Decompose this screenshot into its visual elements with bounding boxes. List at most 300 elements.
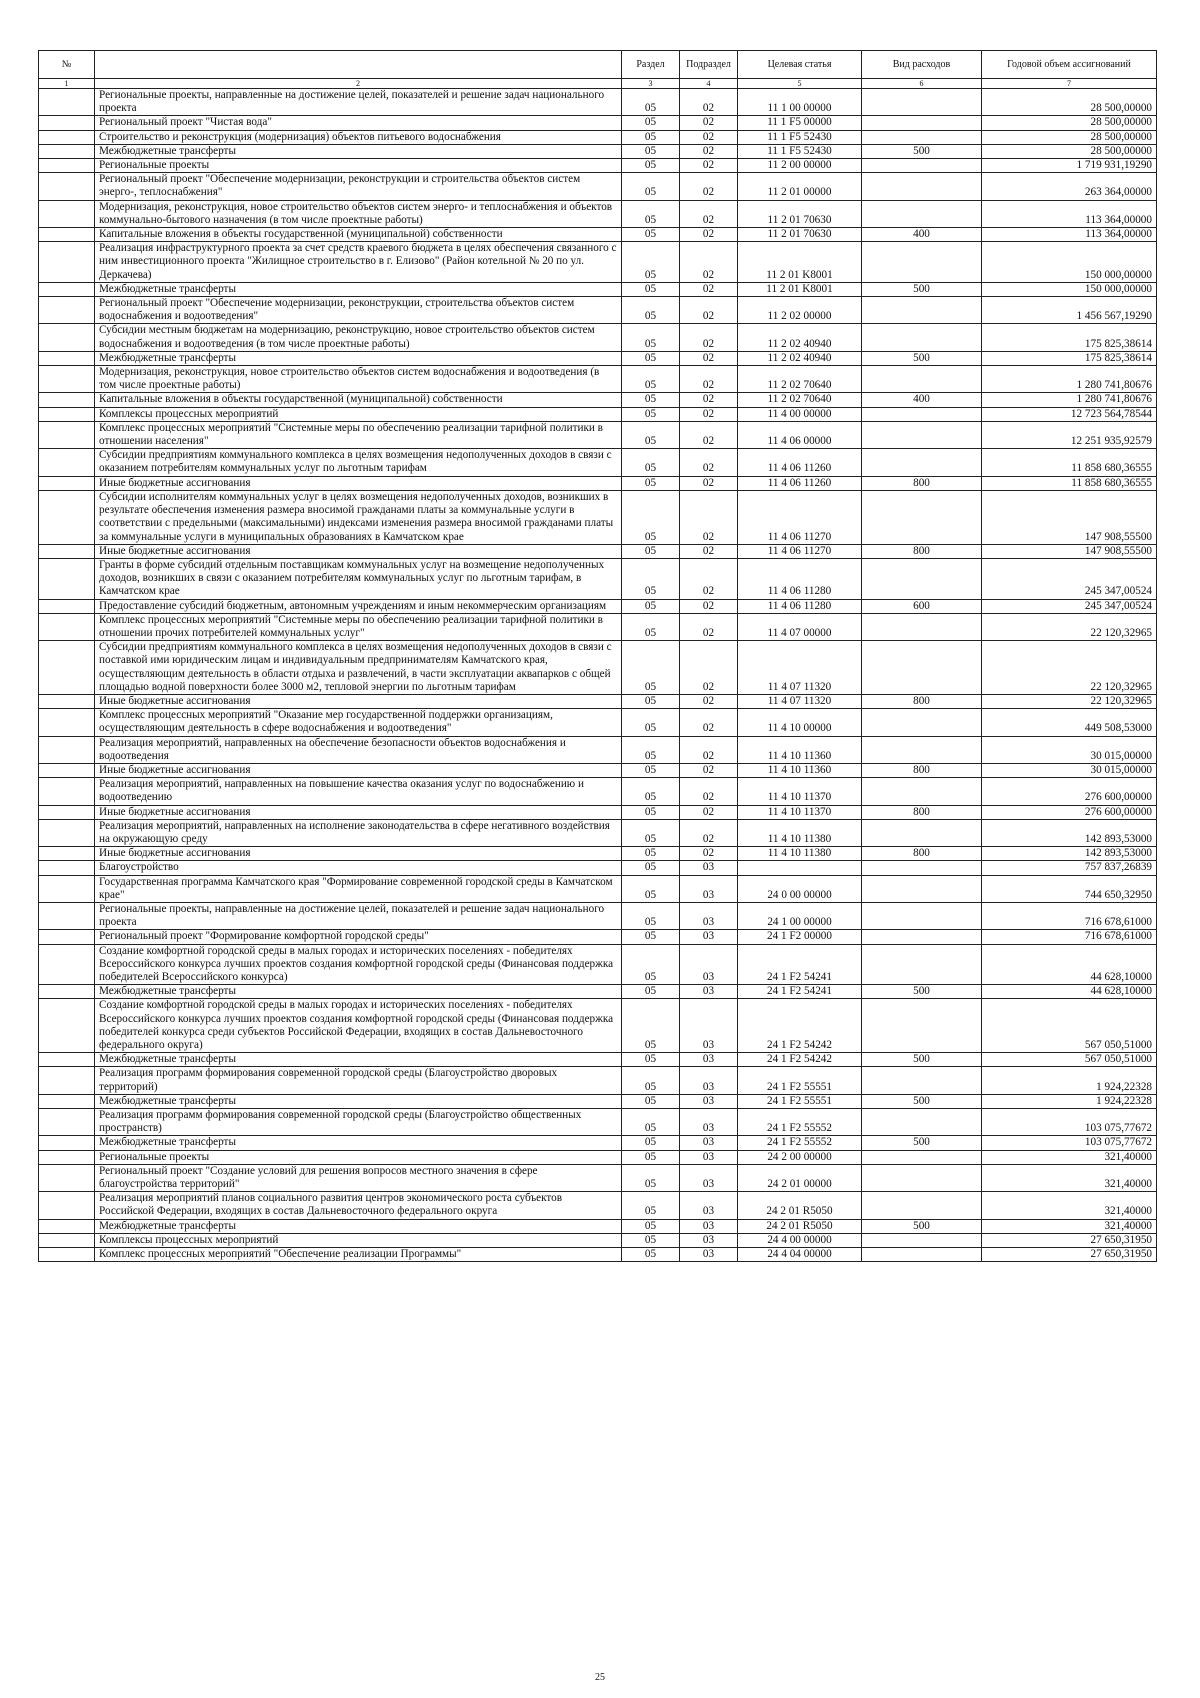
row-number-cell bbox=[39, 875, 95, 902]
row-subsection-cell: 02 bbox=[680, 476, 738, 490]
row-subsection-cell: 02 bbox=[680, 116, 738, 130]
row-amount-cell: 142 893,53000 bbox=[982, 847, 1157, 861]
row-amount-cell: 1 924,22328 bbox=[982, 1094, 1157, 1108]
row-target-cell: 11 4 07 00000 bbox=[738, 613, 862, 640]
row-name-cell: Межбюджетные трансферты bbox=[95, 351, 622, 365]
row-subsection-cell: 02 bbox=[680, 599, 738, 613]
table-row bbox=[39, 324, 1157, 351]
row-amount-cell: 175 825,38614 bbox=[982, 351, 1157, 365]
row-number-cell bbox=[39, 861, 95, 875]
row-expense-type-cell bbox=[862, 613, 982, 640]
table-row bbox=[39, 144, 1157, 158]
row-name-cell: Комплекс процессных мероприятий "Системные меры по обеспечению реализации тарифной политики в отношении населения" bbox=[95, 421, 622, 448]
row-section-cell: 05 bbox=[622, 366, 680, 393]
table-row bbox=[39, 449, 1157, 476]
row-subsection-cell: 02 bbox=[680, 709, 738, 736]
table-row bbox=[39, 282, 1157, 296]
row-number-cell bbox=[39, 902, 95, 929]
row-number-cell bbox=[39, 282, 95, 296]
table-row bbox=[39, 242, 1157, 283]
row-name-cell: Комплексы процессных мероприятий bbox=[95, 407, 622, 421]
row-target-cell: 11 4 10 11360 bbox=[738, 736, 862, 763]
row-section-cell: 05 bbox=[622, 1067, 680, 1094]
row-number-cell bbox=[39, 694, 95, 708]
row-target-cell: 24 1 00 00000 bbox=[738, 902, 862, 929]
row-section-cell: 05 bbox=[622, 393, 680, 407]
row-section-cell: 05 bbox=[622, 159, 680, 173]
table-row bbox=[39, 407, 1157, 421]
row-target-cell: 11 4 06 11260 bbox=[738, 476, 862, 490]
row-target-cell: 11 4 10 00000 bbox=[738, 709, 862, 736]
row-expense-type-cell: 400 bbox=[862, 228, 982, 242]
row-target-cell: 24 2 00 00000 bbox=[738, 1150, 862, 1164]
row-subsection-cell: 02 bbox=[680, 324, 738, 351]
row-name-cell: Межбюджетные трансферты bbox=[95, 144, 622, 158]
row-section-cell: 05 bbox=[622, 902, 680, 929]
table-row bbox=[39, 1219, 1157, 1233]
table-row bbox=[39, 200, 1157, 227]
row-name-cell: Модернизация, реконструкция, новое строительство объектов систем энерго- и теплоснабжения и объектов коммунально-бытового назначения (в том числе проектные работы) bbox=[95, 200, 622, 227]
row-subsection-cell: 03 bbox=[680, 1136, 738, 1150]
row-section-cell: 05 bbox=[622, 613, 680, 640]
row-expense-type-cell: 500 bbox=[862, 1053, 982, 1067]
row-target-cell: 11 2 01 70630 bbox=[738, 228, 862, 242]
row-number-cell bbox=[39, 1219, 95, 1233]
row-name-cell: Реализация программ формирования современной городской среды (Благоустройство дворовых территорий) bbox=[95, 1067, 622, 1094]
row-name-cell: Модернизация, реконструкция, новое строительство объектов систем водоснабжения и водоотведения (в том числе проектные работы) bbox=[95, 366, 622, 393]
row-amount-cell: 321,40000 bbox=[982, 1164, 1157, 1191]
row-name-cell: Межбюджетные трансферты bbox=[95, 1094, 622, 1108]
row-expense-type-cell bbox=[862, 407, 982, 421]
row-section-cell: 05 bbox=[622, 200, 680, 227]
row-amount-cell: 12 723 564,78544 bbox=[982, 407, 1157, 421]
table-row bbox=[39, 366, 1157, 393]
row-subsection-cell: 03 bbox=[680, 1233, 738, 1247]
row-target-cell: 11 4 10 11380 bbox=[738, 819, 862, 846]
row-name-cell: Реализация мероприятий, направленных на повышение качества оказания услуг по водоснабжению и водоотведению bbox=[95, 778, 622, 805]
row-number-cell bbox=[39, 89, 95, 116]
row-number-cell bbox=[39, 1067, 95, 1094]
row-name-cell: Региональные проекты bbox=[95, 1150, 622, 1164]
row-target-cell: 11 4 06 00000 bbox=[738, 421, 862, 448]
row-name-cell: Капитальные вложения в объекты государственной (муниципальной) собственности bbox=[95, 228, 622, 242]
row-amount-cell: 321,40000 bbox=[982, 1192, 1157, 1219]
row-target-cell: 24 1 F2 54242 bbox=[738, 999, 862, 1053]
table-row bbox=[39, 613, 1157, 640]
row-expense-type-cell: 800 bbox=[862, 805, 982, 819]
row-number-cell bbox=[39, 1053, 95, 1067]
row-expense-type-cell bbox=[862, 875, 982, 902]
row-number-cell bbox=[39, 476, 95, 490]
row-subsection-cell: 02 bbox=[680, 449, 738, 476]
row-amount-cell: 321,40000 bbox=[982, 1219, 1157, 1233]
row-target-cell: 24 4 00 00000 bbox=[738, 1233, 862, 1247]
row-subsection-cell: 03 bbox=[680, 1150, 738, 1164]
row-expense-type-cell: 800 bbox=[862, 476, 982, 490]
row-number-cell bbox=[39, 1233, 95, 1247]
row-section-cell: 05 bbox=[622, 324, 680, 351]
table-row bbox=[39, 875, 1157, 902]
row-name-cell: Межбюджетные трансферты bbox=[95, 985, 622, 999]
row-target-cell: 11 1 00 00000 bbox=[738, 89, 862, 116]
table-row bbox=[39, 778, 1157, 805]
row-number-cell bbox=[39, 366, 95, 393]
row-target-cell: 11 4 10 11380 bbox=[738, 847, 862, 861]
row-subsection-cell: 02 bbox=[680, 694, 738, 708]
table-row bbox=[39, 393, 1157, 407]
table-row bbox=[39, 819, 1157, 846]
column-number: 5 bbox=[738, 79, 862, 89]
row-name-cell: Государственная программа Камчатского края "Формирование современной городской среды в Камчатском крае" bbox=[95, 875, 622, 902]
row-expense-type-cell: 500 bbox=[862, 985, 982, 999]
row-amount-cell: 716 678,61000 bbox=[982, 902, 1157, 929]
budget-sheet bbox=[38, 50, 1156, 1262]
row-subsection-cell: 03 bbox=[680, 902, 738, 929]
row-amount-cell: 44 628,10000 bbox=[982, 944, 1157, 985]
row-section-cell: 05 bbox=[622, 558, 680, 599]
column-number: 7 bbox=[982, 79, 1157, 89]
row-name-cell: Реализация инфраструктурного проекта за счет средств краевого бюджета в целях обеспечения связанного с ним инвестиционного проекта "Жилищное строительство в г. Елизово" (Район котельной № 20 по ул. Деркачева) bbox=[95, 242, 622, 283]
row-target-cell: 11 4 10 11360 bbox=[738, 763, 862, 777]
row-section-cell: 05 bbox=[622, 116, 680, 130]
row-number-cell bbox=[39, 242, 95, 283]
row-name-cell: Реализация мероприятий, направленных на исполнение законодательства в сфере негативного воздействия на окружающую среду bbox=[95, 819, 622, 846]
row-name-cell: Реализация мероприятий, направленных на обеспечение безопасности объектов водоснабжения и водоотведения bbox=[95, 736, 622, 763]
row-amount-cell: 11 858 680,36555 bbox=[982, 476, 1157, 490]
row-name-cell: Субсидии местным бюджетам на модернизацию, реконструкцию, новое строительство объектов систем водоснабжения и водоотведения (в том числе проектные работы) bbox=[95, 324, 622, 351]
row-expense-type-cell bbox=[862, 999, 982, 1053]
row-section-cell: 05 bbox=[622, 1248, 680, 1262]
row-number-cell bbox=[39, 736, 95, 763]
row-name-cell: Иные бюджетные ассигнования bbox=[95, 544, 622, 558]
row-number-cell bbox=[39, 407, 95, 421]
row-expense-type-cell bbox=[862, 709, 982, 736]
row-section-cell: 05 bbox=[622, 144, 680, 158]
row-target-cell: 11 2 01 00000 bbox=[738, 173, 862, 200]
row-section-cell: 05 bbox=[622, 173, 680, 200]
row-number-cell bbox=[39, 819, 95, 846]
row-number-cell bbox=[39, 985, 95, 999]
row-target-cell: 11 2 02 40940 bbox=[738, 351, 862, 365]
row-name-cell: Субсидии предприятиям коммунального комплекса в целях возмещения недополученных доходов в связи с поставкой ими юридическим лицам и индивидуальным предпринимателям Камчатского края, осуществляющим деятельность в области отдыха и развлечений, в части эксплуатации аквапарков с общей площадью водной поверхности более 3000 м2, тепловой энергии по льготным тарифам bbox=[95, 641, 622, 695]
row-amount-cell: 716 678,61000 bbox=[982, 930, 1157, 944]
row-number-cell bbox=[39, 613, 95, 640]
table-body bbox=[39, 89, 1157, 1262]
header-name bbox=[95, 51, 622, 79]
row-number-cell bbox=[39, 393, 95, 407]
row-subsection-cell: 03 bbox=[680, 875, 738, 902]
row-section-cell: 05 bbox=[622, 1053, 680, 1067]
row-amount-cell: 276 600,00000 bbox=[982, 805, 1157, 819]
table-row bbox=[39, 902, 1157, 929]
row-expense-type-cell bbox=[862, 1164, 982, 1191]
row-subsection-cell: 03 bbox=[680, 930, 738, 944]
row-subsection-cell: 03 bbox=[680, 1109, 738, 1136]
table-row bbox=[39, 694, 1157, 708]
row-amount-cell: 245 347,00524 bbox=[982, 558, 1157, 599]
row-number-cell bbox=[39, 641, 95, 695]
row-subsection-cell: 02 bbox=[680, 89, 738, 116]
row-section-cell: 05 bbox=[622, 875, 680, 902]
column-number: 3 bbox=[622, 79, 680, 89]
row-expense-type-cell: 500 bbox=[862, 1219, 982, 1233]
row-name-cell: Региональные проекты, направленные на достижение целей, показателей и решение задач национального проекта bbox=[95, 89, 622, 116]
row-section-cell: 05 bbox=[622, 228, 680, 242]
row-section-cell: 05 bbox=[622, 1136, 680, 1150]
row-target-cell bbox=[738, 861, 862, 875]
row-subsection-cell: 02 bbox=[680, 819, 738, 846]
row-amount-cell: 757 837,26839 bbox=[982, 861, 1157, 875]
row-amount-cell: 11 858 680,36555 bbox=[982, 449, 1157, 476]
row-target-cell: 24 0 00 00000 bbox=[738, 875, 862, 902]
row-amount-cell: 12 251 935,92579 bbox=[982, 421, 1157, 448]
row-target-cell: 24 1 F2 55552 bbox=[738, 1136, 862, 1150]
row-amount-cell: 1 456 567,19290 bbox=[982, 297, 1157, 324]
row-subsection-cell: 02 bbox=[680, 228, 738, 242]
row-amount-cell: 28 500,00000 bbox=[982, 130, 1157, 144]
row-amount-cell: 321,40000 bbox=[982, 1150, 1157, 1164]
row-target-cell: 11 2 02 70640 bbox=[738, 366, 862, 393]
row-expense-type-cell bbox=[862, 159, 982, 173]
row-number-cell bbox=[39, 999, 95, 1053]
row-subsection-cell: 02 bbox=[680, 736, 738, 763]
row-number-cell bbox=[39, 159, 95, 173]
row-target-cell: 11 4 07 11320 bbox=[738, 641, 862, 695]
row-target-cell: 11 2 02 00000 bbox=[738, 297, 862, 324]
row-expense-type-cell: 500 bbox=[862, 351, 982, 365]
row-expense-type-cell bbox=[862, 736, 982, 763]
row-target-cell: 11 4 06 11270 bbox=[738, 490, 862, 544]
row-amount-cell: 113 364,00000 bbox=[982, 228, 1157, 242]
row-section-cell: 05 bbox=[622, 1164, 680, 1191]
row-number-cell bbox=[39, 544, 95, 558]
row-subsection-cell: 02 bbox=[680, 778, 738, 805]
row-section-cell: 05 bbox=[622, 351, 680, 365]
row-amount-cell: 744 650,32950 bbox=[982, 875, 1157, 902]
row-section-cell: 05 bbox=[622, 1109, 680, 1136]
row-amount-cell: 150 000,00000 bbox=[982, 282, 1157, 296]
row-number-cell bbox=[39, 130, 95, 144]
row-amount-cell: 567 050,51000 bbox=[982, 999, 1157, 1053]
row-subsection-cell: 03 bbox=[680, 1094, 738, 1108]
row-section-cell: 05 bbox=[622, 1233, 680, 1247]
row-expense-type-cell: 400 bbox=[862, 393, 982, 407]
row-expense-type-cell bbox=[862, 641, 982, 695]
budget-table bbox=[38, 50, 1157, 1262]
row-number-cell bbox=[39, 228, 95, 242]
row-section-cell: 05 bbox=[622, 476, 680, 490]
header-annual: Годовой объем ассигнований bbox=[982, 51, 1157, 79]
row-subsection-cell: 02 bbox=[680, 805, 738, 819]
page-number: 25 bbox=[595, 1672, 605, 1683]
header-section: Раздел bbox=[622, 51, 680, 79]
table-row bbox=[39, 930, 1157, 944]
row-expense-type-cell bbox=[862, 930, 982, 944]
row-number-cell bbox=[39, 1109, 95, 1136]
table-row bbox=[39, 736, 1157, 763]
row-target-cell: 24 2 01 R5050 bbox=[738, 1192, 862, 1219]
row-amount-cell: 1 719 931,19290 bbox=[982, 159, 1157, 173]
row-section-cell: 05 bbox=[622, 407, 680, 421]
row-target-cell: 11 1 F5 00000 bbox=[738, 116, 862, 130]
row-target-cell: 11 2 01 K8001 bbox=[738, 282, 862, 296]
row-subsection-cell: 02 bbox=[680, 159, 738, 173]
row-target-cell: 11 2 00 00000 bbox=[738, 159, 862, 173]
row-number-cell bbox=[39, 144, 95, 158]
row-expense-type-cell: 500 bbox=[862, 144, 982, 158]
row-section-cell: 05 bbox=[622, 778, 680, 805]
table-row bbox=[39, 763, 1157, 777]
row-target-cell: 24 2 01 R5050 bbox=[738, 1219, 862, 1233]
row-target-cell: 24 1 F2 55551 bbox=[738, 1067, 862, 1094]
row-number-cell bbox=[39, 116, 95, 130]
row-subsection-cell: 03 bbox=[680, 861, 738, 875]
row-name-cell: Комплекс процессных мероприятий "Обеспечение реализации Программы" bbox=[95, 1248, 622, 1262]
row-amount-cell: 30 015,00000 bbox=[982, 736, 1157, 763]
row-subsection-cell: 02 bbox=[680, 200, 738, 227]
row-subsection-cell: 03 bbox=[680, 985, 738, 999]
row-target-cell: 11 4 06 11270 bbox=[738, 544, 862, 558]
row-expense-type-cell: 600 bbox=[862, 599, 982, 613]
row-expense-type-cell: 800 bbox=[862, 763, 982, 777]
row-name-cell: Предоставление субсидий бюджетным, автономным учреждениям и иным некоммерческим организациям bbox=[95, 599, 622, 613]
row-target-cell: 11 1 F5 52430 bbox=[738, 130, 862, 144]
table-row bbox=[39, 709, 1157, 736]
row-amount-cell: 22 120,32965 bbox=[982, 641, 1157, 695]
table-row bbox=[39, 1094, 1157, 1108]
row-section-cell: 05 bbox=[622, 930, 680, 944]
row-section-cell: 05 bbox=[622, 736, 680, 763]
row-name-cell: Благоустройство bbox=[95, 861, 622, 875]
row-section-cell: 05 bbox=[622, 1192, 680, 1219]
row-amount-cell: 27 650,31950 bbox=[982, 1233, 1157, 1247]
row-subsection-cell: 02 bbox=[680, 763, 738, 777]
table-row bbox=[39, 1136, 1157, 1150]
row-number-cell bbox=[39, 324, 95, 351]
row-name-cell: Создание комфортной городской среды в малых городах и исторических поселениях - победителях Всероссийского конкурса лучших проектов создания комфортной городской среды (Финансовая поддержка победителей Всероссийского конкурса) bbox=[95, 944, 622, 985]
header-target: Целевая статья bbox=[738, 51, 862, 79]
row-expense-type-cell: 500 bbox=[862, 1136, 982, 1150]
row-subsection-cell: 02 bbox=[680, 393, 738, 407]
row-name-cell: Региональный проект "Формирование комфортной городской среды" bbox=[95, 930, 622, 944]
row-name-cell: Субсидии предприятиям коммунального комплекса в целях возмещения недополученных доходов в связи с оказанием потребителям коммунальных услуг по льготным тарифам bbox=[95, 449, 622, 476]
row-subsection-cell: 03 bbox=[680, 1164, 738, 1191]
row-amount-cell: 150 000,00000 bbox=[982, 242, 1157, 283]
row-name-cell: Комплекс процессных мероприятий "Системные меры по обеспечению реализации тарифной политики в отношении прочих потребителей коммунальных услуг" bbox=[95, 613, 622, 640]
row-name-cell: Региональные проекты, направленные на достижение целей, показателей и решение задач национального проекта bbox=[95, 902, 622, 929]
row-number-cell bbox=[39, 805, 95, 819]
row-amount-cell: 22 120,32965 bbox=[982, 613, 1157, 640]
row-name-cell: Реализация программ формирования современной городской среды (Благоустройство общественных пространств) bbox=[95, 1109, 622, 1136]
row-section-cell: 05 bbox=[622, 709, 680, 736]
row-target-cell: 24 1 F2 54242 bbox=[738, 1053, 862, 1067]
row-number-cell bbox=[39, 558, 95, 599]
row-subsection-cell: 03 bbox=[680, 999, 738, 1053]
row-amount-cell: 30 015,00000 bbox=[982, 763, 1157, 777]
column-number: 2 bbox=[95, 79, 622, 89]
row-subsection-cell: 03 bbox=[680, 1067, 738, 1094]
row-number-cell bbox=[39, 297, 95, 324]
row-expense-type-cell bbox=[862, 449, 982, 476]
row-subsection-cell: 02 bbox=[680, 613, 738, 640]
row-section-cell: 05 bbox=[622, 297, 680, 324]
row-expense-type-cell bbox=[862, 861, 982, 875]
row-subsection-cell: 02 bbox=[680, 558, 738, 599]
row-name-cell: Межбюджетные трансферты bbox=[95, 1136, 622, 1150]
row-name-cell: Иные бюджетные ассигнования bbox=[95, 847, 622, 861]
row-number-cell bbox=[39, 173, 95, 200]
table-row bbox=[39, 1248, 1157, 1262]
row-section-cell: 05 bbox=[622, 805, 680, 819]
row-expense-type-cell: 500 bbox=[862, 1094, 982, 1108]
row-subsection-cell: 03 bbox=[680, 944, 738, 985]
row-number-cell bbox=[39, 1094, 95, 1108]
row-section-cell: 05 bbox=[622, 282, 680, 296]
row-number-cell bbox=[39, 847, 95, 861]
row-section-cell: 05 bbox=[622, 1094, 680, 1108]
row-section-cell: 05 bbox=[622, 847, 680, 861]
row-expense-type-cell bbox=[862, 944, 982, 985]
row-amount-cell: 1 924,22328 bbox=[982, 1067, 1157, 1094]
row-section-cell: 05 bbox=[622, 861, 680, 875]
row-subsection-cell: 02 bbox=[680, 641, 738, 695]
row-number-cell bbox=[39, 763, 95, 777]
row-target-cell: 11 1 F5 52430 bbox=[738, 144, 862, 158]
row-number-cell bbox=[39, 351, 95, 365]
row-amount-cell: 28 500,00000 bbox=[982, 144, 1157, 158]
table-row bbox=[39, 861, 1157, 875]
table-row bbox=[39, 1109, 1157, 1136]
row-name-cell: Региональные проекты bbox=[95, 159, 622, 173]
row-amount-cell: 22 120,32965 bbox=[982, 694, 1157, 708]
row-name-cell: Реализация мероприятий планов социального развития центров экономического роста субъектов Российской Федерации, входящих в состав Дальневосточного федерального округа bbox=[95, 1192, 622, 1219]
row-subsection-cell: 03 bbox=[680, 1192, 738, 1219]
row-number-cell bbox=[39, 930, 95, 944]
row-subsection-cell: 02 bbox=[680, 366, 738, 393]
row-target-cell: 24 1 F2 55551 bbox=[738, 1094, 862, 1108]
row-number-cell bbox=[39, 599, 95, 613]
row-amount-cell: 276 600,00000 bbox=[982, 778, 1157, 805]
table-row bbox=[39, 490, 1157, 544]
row-subsection-cell: 02 bbox=[680, 407, 738, 421]
row-subsection-cell: 02 bbox=[680, 144, 738, 158]
header-no: № bbox=[39, 51, 95, 79]
row-target-cell: 11 4 10 11370 bbox=[738, 778, 862, 805]
row-number-cell bbox=[39, 449, 95, 476]
row-expense-type-cell: 800 bbox=[862, 694, 982, 708]
row-expense-type-cell bbox=[862, 490, 982, 544]
row-name-cell: Иные бюджетные ассигнования bbox=[95, 763, 622, 777]
row-expense-type-cell bbox=[862, 116, 982, 130]
row-target-cell: 11 2 01 K8001 bbox=[738, 242, 862, 283]
row-target-cell: 11 4 06 11260 bbox=[738, 449, 862, 476]
row-subsection-cell: 02 bbox=[680, 282, 738, 296]
row-expense-type-cell bbox=[862, 558, 982, 599]
row-amount-cell: 28 500,00000 bbox=[982, 116, 1157, 130]
row-section-cell: 05 bbox=[622, 89, 680, 116]
row-expense-type-cell bbox=[862, 297, 982, 324]
row-expense-type-cell bbox=[862, 130, 982, 144]
row-target-cell: 24 1 F2 54241 bbox=[738, 985, 862, 999]
row-amount-cell: 449 508,53000 bbox=[982, 709, 1157, 736]
row-subsection-cell: 02 bbox=[680, 544, 738, 558]
row-expense-type-cell bbox=[862, 173, 982, 200]
row-name-cell: Создание комфортной городской среды в малых городах и исторических поселениях - победителях Всероссийского конкурса лучших проектов создания комфортной городской среды (Финансовая поддержка победителей конкурса среди субъектов Российской Федерации, входящих в состав Дальневосточного федерального округа) bbox=[95, 999, 622, 1053]
table-row bbox=[39, 1164, 1157, 1191]
table-row bbox=[39, 1233, 1157, 1247]
row-expense-type-cell bbox=[862, 1067, 982, 1094]
table-row bbox=[39, 173, 1157, 200]
